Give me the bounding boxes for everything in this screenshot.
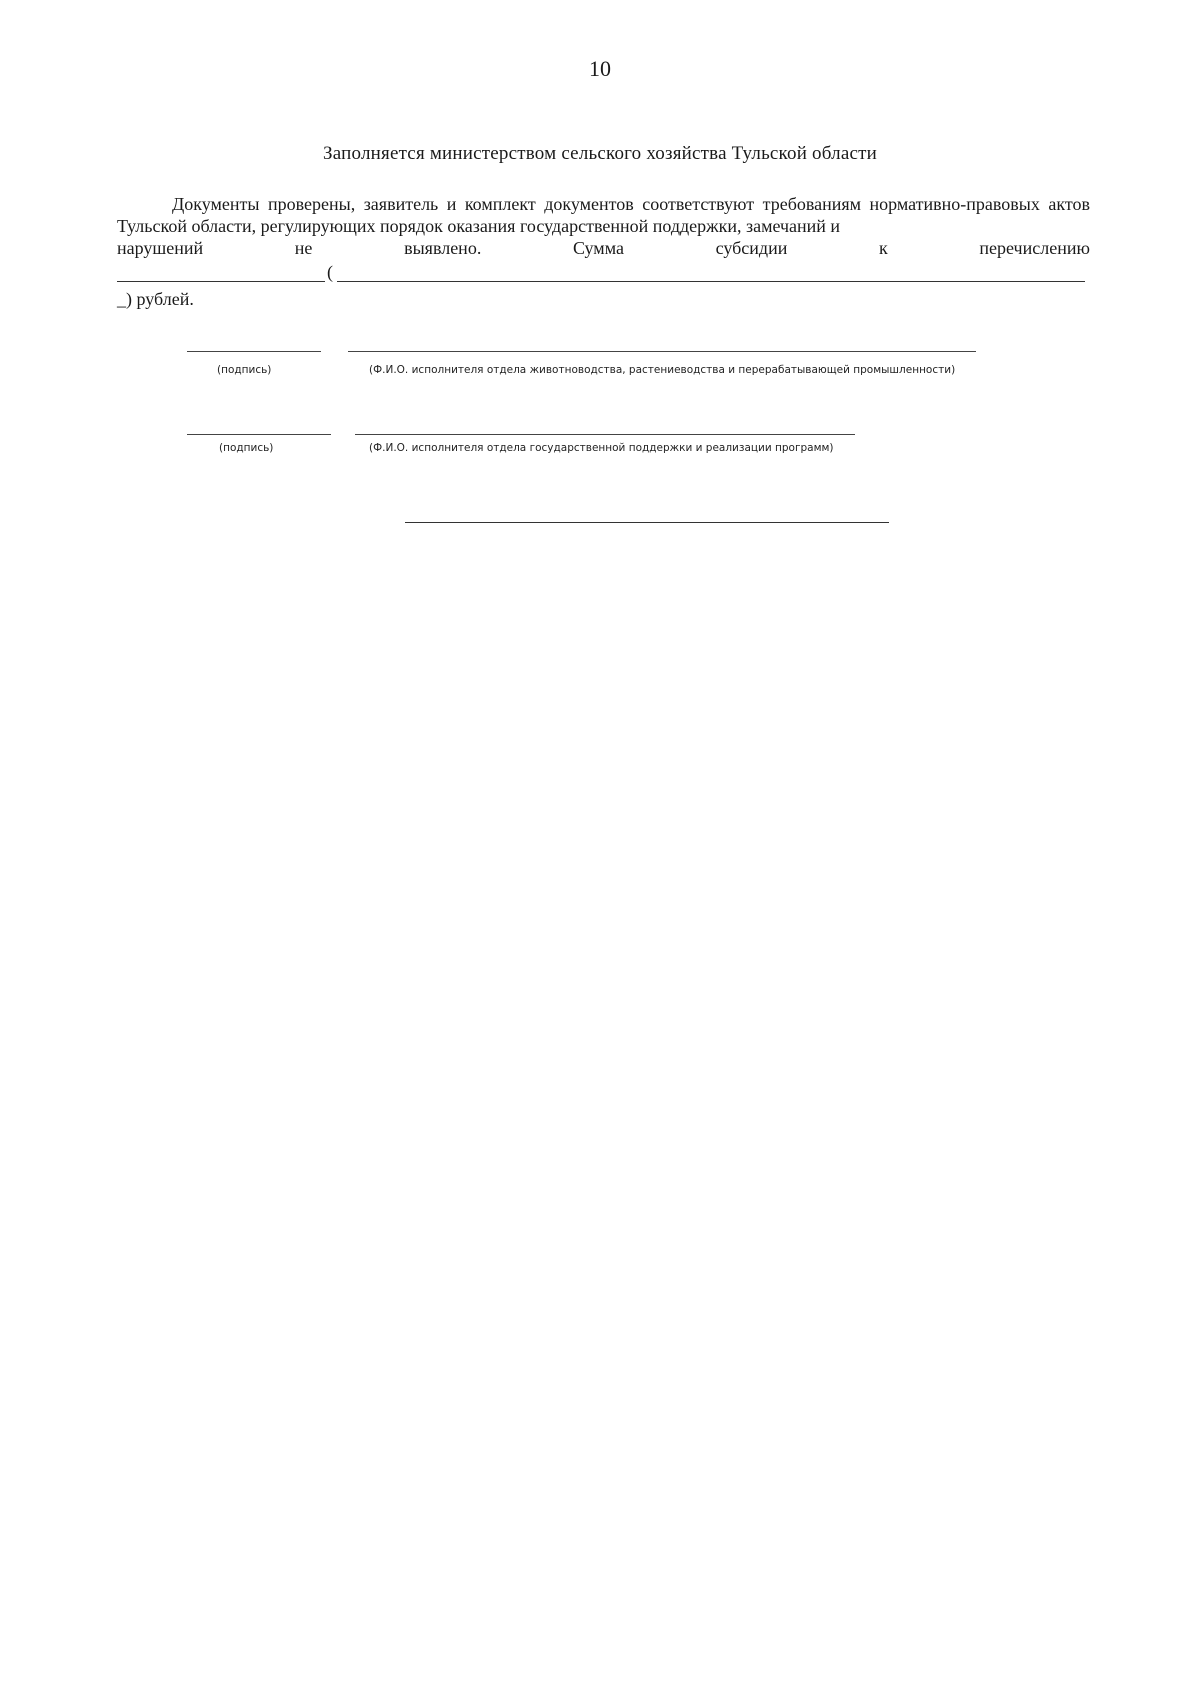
name-line-1[interactable] xyxy=(348,351,976,352)
closing-rule xyxy=(405,522,889,523)
word: выявлено. xyxy=(404,238,482,258)
word: Сумма xyxy=(572,238,624,258)
rubles-suffix: _) рублей. xyxy=(117,289,194,309)
name-caption-2: (Ф.И.О. исполнителя отдела государственной поддержки и реализации программ) xyxy=(369,442,834,454)
signature-caption-2: (подпись) xyxy=(219,442,274,454)
word: субсидии xyxy=(715,238,788,258)
page-number: 10 xyxy=(589,56,611,81)
subsidy-amount-field xyxy=(117,262,1085,284)
verification-paragraph: Документы проверены, заявитель и комплект документов соответствуют требованиям нормативно-правовых актов Тульской области, регулирующих порядок оказания государственной поддержки, замечаний и xyxy=(117,194,1090,236)
word: к xyxy=(878,238,888,258)
section-heading: Заполняется министерством сельского хозяйства Тульской области xyxy=(323,143,877,164)
name-caption-1: (Ф.И.О. исполнителя отдела животноводства, растениеводства и перерабатывающей промышленности) xyxy=(369,364,956,376)
name-line-2[interactable] xyxy=(355,434,855,435)
word: нарушений xyxy=(117,238,204,258)
word: перечислению xyxy=(979,238,1090,258)
amount-words-blank[interactable] xyxy=(337,281,1085,282)
amount-digits-blank[interactable] xyxy=(117,281,325,282)
open-parenthesis: ( xyxy=(327,262,333,282)
word: не xyxy=(294,238,313,258)
signature-line-1[interactable] xyxy=(187,351,321,352)
signature-line-2[interactable] xyxy=(187,434,331,435)
verification-paragraph-last-line xyxy=(117,237,1090,259)
signature-caption-1: (подпись) xyxy=(217,364,272,376)
